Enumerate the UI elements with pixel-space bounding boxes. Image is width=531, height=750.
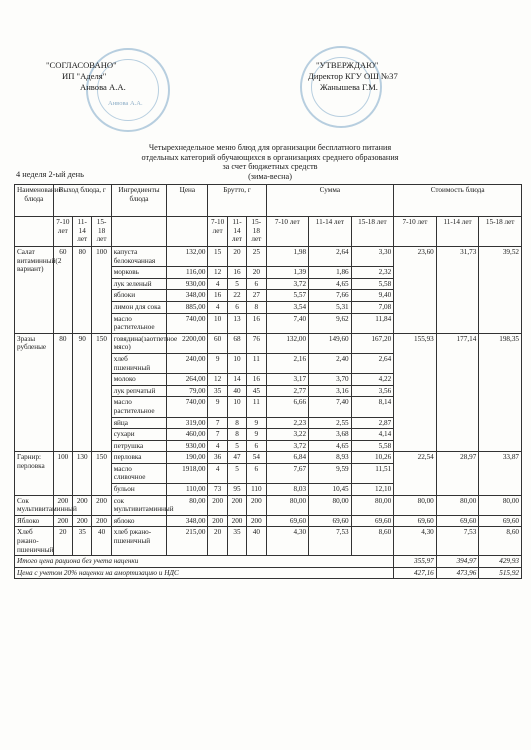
sum-value: 167,20 [351, 333, 394, 353]
ingredient-name: молоко [111, 374, 166, 386]
dish-name: Зразы рубленые [15, 333, 54, 452]
sum-value: 7,66 [309, 290, 352, 302]
ingredient-name: масло сливочное [111, 463, 166, 483]
week-day-label: 4 неделя 2-ый день [16, 170, 84, 179]
age-col: 15-18 лет [479, 217, 522, 247]
sum-value: 3,72 [266, 278, 309, 290]
total-value: 473,96 [436, 567, 479, 579]
header-ingredients: Ингредиенты блюда [111, 185, 166, 217]
age-col: 7-10 лет [53, 217, 72, 247]
sum-value: 1,86 [309, 267, 352, 279]
ingredient-name: говядина(заотпетное мясо) [111, 333, 166, 353]
brutto-value: 36 [208, 452, 227, 464]
dish-output: 35 [73, 527, 92, 556]
sum-value: 11,51 [351, 463, 394, 483]
dish-output: 20 [53, 527, 72, 556]
ingredient-name: хлеб ржано-пшеничный [111, 527, 166, 556]
brutto-value: 16 [208, 290, 227, 302]
sum-value: 132,00 [266, 333, 309, 353]
ingredient-price: 885,00 [167, 301, 208, 313]
sum-value: 1,39 [266, 267, 309, 279]
ingredient-price: 740,00 [167, 313, 208, 333]
ingredient-name: морковь [111, 267, 166, 279]
total-value: 427,16 [394, 567, 437, 579]
brutto-value: 200 [208, 515, 227, 527]
sum-value: 8,93 [309, 452, 352, 464]
ingredient-name: сок мультивитаминный [111, 495, 166, 515]
dish-cost: 69,60 [436, 515, 479, 527]
sum-value: 2,23 [266, 417, 309, 429]
total-value: 394,97 [436, 556, 479, 568]
dish-cost: 22,54 [394, 452, 437, 495]
dish-output: 60 [53, 247, 72, 334]
approval-right-signer: Жанышева Г.М. [320, 82, 378, 92]
ingredient-price: 116,00 [167, 267, 208, 279]
ingredient-name: бульон [111, 484, 166, 496]
approval-left-signer: Анвова А.А. [80, 82, 126, 92]
dish-output: 100 [53, 452, 72, 495]
dish-output: 90 [73, 333, 92, 452]
age-col: 7-10 лет [208, 217, 227, 247]
total-row [15, 556, 522, 568]
sum-value: 7,53 [309, 527, 352, 556]
ingredient-price: 190,00 [167, 452, 208, 464]
table-row [15, 452, 522, 464]
header-cost: Стоимость блюда [394, 185, 522, 217]
ingredient-price: 319,00 [167, 417, 208, 429]
brutto-value: 54 [247, 452, 266, 464]
dish-name: Салат витаминный(2 вариант) [15, 247, 54, 334]
sum-value: 3,54 [266, 301, 309, 313]
brutto-value: 76 [247, 333, 266, 353]
brutto-value: 45 [247, 385, 266, 397]
header-name: Наименование блюда [15, 185, 54, 217]
sum-value: 1,98 [266, 247, 309, 267]
brutto-value: 5 [227, 463, 246, 483]
dish-cost: 80,00 [394, 495, 437, 515]
age-col: 15-18 лет [92, 217, 111, 247]
dish-cost: 155,93 [394, 333, 437, 452]
ingredient-price: 348,00 [167, 515, 208, 527]
brutto-value: 20 [247, 267, 266, 279]
sum-value: 3,72 [266, 440, 309, 452]
brutto-value: 9 [208, 353, 227, 373]
ingredient-name: лимон для сока [111, 301, 166, 313]
dish-output: 150 [92, 333, 111, 452]
brutto-value: 68 [227, 333, 246, 353]
sum-value: 2,16 [266, 353, 309, 373]
brutto-value: 35 [208, 385, 227, 397]
sum-value: 2,32 [351, 267, 394, 279]
header-empty [15, 217, 54, 247]
dish-cost: 80,00 [479, 495, 522, 515]
ingredient-price: 1918,00 [167, 463, 208, 483]
title-line-4: (зима-весна) [248, 171, 292, 181]
brutto-value: 9 [208, 397, 227, 417]
dish-cost: 7,53 [436, 527, 479, 556]
dish-name: Гарнир: перловка [15, 452, 54, 495]
age-col: 15-18 лет [247, 217, 266, 247]
brutto-value: 16 [227, 267, 246, 279]
header-brutto: Брутто, г [208, 185, 266, 217]
sum-value: 4,14 [351, 429, 394, 441]
dish-output: 200 [53, 515, 72, 527]
header-sum: Сумма [266, 185, 394, 217]
sum-value: 6,66 [266, 397, 309, 417]
brutto-value: 9 [247, 429, 266, 441]
dish-cost: 69,60 [394, 515, 437, 527]
dish-cost: 80,00 [436, 495, 479, 515]
dish-output: 100 [92, 247, 111, 334]
title-line-2: отдельных категорий обучающихся в организациях среднего образования [141, 152, 399, 162]
approval-left-title: "СОГЛАСОВАНО" [46, 60, 117, 70]
ingredient-price: 240,00 [167, 353, 208, 373]
age-col: 11-14 лет [73, 217, 92, 247]
sum-value: 4,65 [309, 278, 352, 290]
table-row [15, 495, 522, 515]
approval-left-org: ИП "Аделя" [62, 71, 107, 81]
age-col: 11-14 лет [436, 217, 479, 247]
brutto-value: 40 [227, 385, 246, 397]
menu-table [14, 184, 522, 579]
ingredient-name: петрушка [111, 440, 166, 452]
total-value: 515,92 [479, 567, 522, 579]
sum-value: 80,00 [351, 495, 394, 515]
sum-value: 9,59 [309, 463, 352, 483]
dish-cost: 28,97 [436, 452, 479, 495]
sum-value: 6,84 [266, 452, 309, 464]
brutto-value: 16 [247, 313, 266, 333]
sum-value: 149,60 [309, 333, 352, 353]
ingredient-price: 740,00 [167, 397, 208, 417]
age-col: 7-10 лет [266, 217, 309, 247]
approval-right-title: "УТВЕРЖДАЮ" [316, 60, 379, 70]
sum-value: 2,87 [351, 417, 394, 429]
sum-value: 5,57 [266, 290, 309, 302]
ingredient-name: лук зеленый [111, 278, 166, 290]
document-title [60, 143, 480, 181]
sum-value: 3,70 [309, 374, 352, 386]
dish-name: Яблоко [15, 515, 54, 527]
brutto-value: 200 [247, 495, 266, 515]
brutto-value: 16 [247, 374, 266, 386]
ingredient-name: сухари [111, 429, 166, 441]
dish-cost: 198,35 [479, 333, 522, 452]
sum-value: 69,60 [266, 515, 309, 527]
title-line-1: Четырехнедельное меню блюд для организации бесплатного питания [148, 143, 392, 152]
header-price: Цена [167, 185, 208, 217]
brutto-value: 12 [208, 267, 227, 279]
sum-value: 8,60 [351, 527, 394, 556]
dish-output: 150 [92, 452, 111, 495]
ingredient-name: капуста белокочанная [111, 247, 166, 267]
ingredient-name: хлеб пшеничный [111, 353, 166, 373]
ingredient-name: лук репчатый [111, 385, 166, 397]
sum-value: 5,31 [309, 301, 352, 313]
brutto-value: 200 [227, 495, 246, 515]
approval-left [40, 60, 126, 93]
sum-value: 2,64 [351, 353, 394, 373]
brutto-value: 200 [208, 495, 227, 515]
ingredient-price: 930,00 [167, 278, 208, 290]
ingredient-price: 264,00 [167, 374, 208, 386]
brutto-value: 6 [247, 463, 266, 483]
dish-cost: 31,73 [436, 247, 479, 334]
dish-output: 80 [73, 247, 92, 334]
dish-cost: 23,60 [394, 247, 437, 334]
sum-value: 4,30 [266, 527, 309, 556]
sum-value: 69,60 [351, 515, 394, 527]
total-value: 355,97 [394, 556, 437, 568]
brutto-value: 5 [227, 440, 246, 452]
sum-value: 8,14 [351, 397, 394, 417]
table-row [15, 333, 522, 353]
approval-right-org: Директор КГУ ОШ №37 [308, 71, 398, 81]
sum-value: 9,40 [351, 290, 394, 302]
dish-name: Сок мультивитаминный [15, 495, 54, 515]
dish-output: 200 [73, 515, 92, 527]
dish-output: 80 [53, 333, 72, 452]
brutto-value: 7 [208, 429, 227, 441]
brutto-value: 7 [208, 417, 227, 429]
sum-value: 3,17 [266, 374, 309, 386]
total-value: 429,93 [479, 556, 522, 568]
dish-output: 40 [92, 527, 111, 556]
header-empty [167, 217, 208, 247]
brutto-value: 12 [208, 374, 227, 386]
brutto-value: 40 [247, 527, 266, 556]
brutto-value: 8 [227, 429, 246, 441]
sum-value: 2,40 [309, 353, 352, 373]
table-row [15, 527, 522, 556]
brutto-value: 20 [227, 247, 246, 267]
sum-value: 5,58 [351, 278, 394, 290]
sum-value: 2,77 [266, 385, 309, 397]
approval-right [308, 60, 398, 93]
brutto-value: 60 [208, 333, 227, 353]
stamp-left-text: Анвова А.А. [108, 100, 143, 107]
ingredient-price: 348,00 [167, 290, 208, 302]
dish-output: 200 [53, 495, 72, 515]
totals-body [15, 556, 522, 579]
ingredient-name: яблоки [111, 290, 166, 302]
brutto-value: 110 [247, 484, 266, 496]
sum-value: 8,03 [266, 484, 309, 496]
sum-value: 80,00 [309, 495, 352, 515]
brutto-value: 10 [208, 313, 227, 333]
header-output: Выход блюда, г [53, 185, 111, 217]
table-row [15, 247, 522, 267]
dish-cost: 69,60 [479, 515, 522, 527]
brutto-value: 27 [247, 290, 266, 302]
ingredient-price: 132,00 [167, 247, 208, 267]
brutto-value: 9 [247, 417, 266, 429]
dish-cost: 39,52 [479, 247, 522, 334]
sum-value: 7,67 [266, 463, 309, 483]
brutto-value: 4 [208, 278, 227, 290]
sum-value: 3,30 [351, 247, 394, 267]
brutto-value: 35 [227, 527, 246, 556]
dish-output: 200 [92, 515, 111, 527]
dish-name: Хлеб ржано-пшеничный [15, 527, 54, 556]
sum-value: 4,22 [351, 374, 394, 386]
sum-value: 7,40 [266, 313, 309, 333]
age-col: 11-14 лет [227, 217, 246, 247]
brutto-value: 4 [208, 463, 227, 483]
title-line-3: за счет бюджетных средств [222, 162, 318, 172]
sum-value: 80,00 [266, 495, 309, 515]
brutto-value: 5 [227, 278, 246, 290]
age-col: 15-18 лет [351, 217, 394, 247]
ingredient-name: яйца [111, 417, 166, 429]
header-empty [111, 217, 166, 247]
dish-output: 200 [92, 495, 111, 515]
brutto-value: 47 [227, 452, 246, 464]
dish-output: 200 [73, 495, 92, 515]
ingredient-price: 460,00 [167, 429, 208, 441]
sum-value: 7,40 [309, 397, 352, 417]
age-col: 7-10 лет [394, 217, 437, 247]
sum-value: 10,26 [351, 452, 394, 464]
ingredient-price: 80,00 [167, 495, 208, 515]
sum-value: 12,10 [351, 484, 394, 496]
sum-value: 69,60 [309, 515, 352, 527]
table-row [15, 515, 522, 527]
ingredient-price: 110,00 [167, 484, 208, 496]
ingredient-price: 2200,00 [167, 333, 208, 353]
sum-value: 7,08 [351, 301, 394, 313]
brutto-value: 10 [227, 397, 246, 417]
total-row [15, 567, 522, 579]
sum-value: 3,16 [309, 385, 352, 397]
dish-cost: 4,30 [394, 527, 437, 556]
dish-cost: 8,60 [479, 527, 522, 556]
dish-output: 130 [73, 452, 92, 495]
dish-cost: 177,14 [436, 333, 479, 452]
total-label: Цена с учетом 20% наценки на амортизацию и НДС [15, 567, 394, 579]
ingredient-name: яблоко [111, 515, 166, 527]
brutto-value: 8 [227, 417, 246, 429]
brutto-value: 13 [227, 313, 246, 333]
brutto-value: 200 [247, 515, 266, 527]
brutto-value: 6 [227, 301, 246, 313]
brutto-value: 200 [227, 515, 246, 527]
brutto-value: 6 [247, 440, 266, 452]
brutto-value: 4 [208, 440, 227, 452]
ingredient-name: перловка [111, 452, 166, 464]
sum-value: 11,84 [351, 313, 394, 333]
sum-value: 5,58 [351, 440, 394, 452]
brutto-value: 25 [247, 247, 266, 267]
age-col: 11-14 лет [309, 217, 352, 247]
sum-value: 3,56 [351, 385, 394, 397]
ingredient-price: 79,00 [167, 385, 208, 397]
sum-value: 3,22 [266, 429, 309, 441]
sum-value: 10,45 [309, 484, 352, 496]
dish-cost: 33,87 [479, 452, 522, 495]
brutto-value: 11 [247, 397, 266, 417]
brutto-value: 14 [227, 374, 246, 386]
brutto-value: 8 [247, 301, 266, 313]
brutto-value: 11 [247, 353, 266, 373]
brutto-value: 4 [208, 301, 227, 313]
brutto-value: 15 [208, 247, 227, 267]
menu-body [15, 247, 522, 556]
ingredient-price: 930,00 [167, 440, 208, 452]
brutto-value: 6 [247, 278, 266, 290]
brutto-value: 95 [227, 484, 246, 496]
total-label: Итого цена рациона без учета наценки [15, 556, 394, 568]
ingredient-name: масло растительное [111, 313, 166, 333]
sum-value: 4,65 [309, 440, 352, 452]
brutto-value: 10 [227, 353, 246, 373]
ingredient-name: масло растительное [111, 397, 166, 417]
sum-value: 3,68 [309, 429, 352, 441]
brutto-value: 73 [208, 484, 227, 496]
brutto-value: 22 [227, 290, 246, 302]
sum-value: 2,64 [309, 247, 352, 267]
brutto-value: 20 [208, 527, 227, 556]
ingredient-price: 215,00 [167, 527, 208, 556]
sum-value: 2,55 [309, 417, 352, 429]
sum-value: 9,62 [309, 313, 352, 333]
